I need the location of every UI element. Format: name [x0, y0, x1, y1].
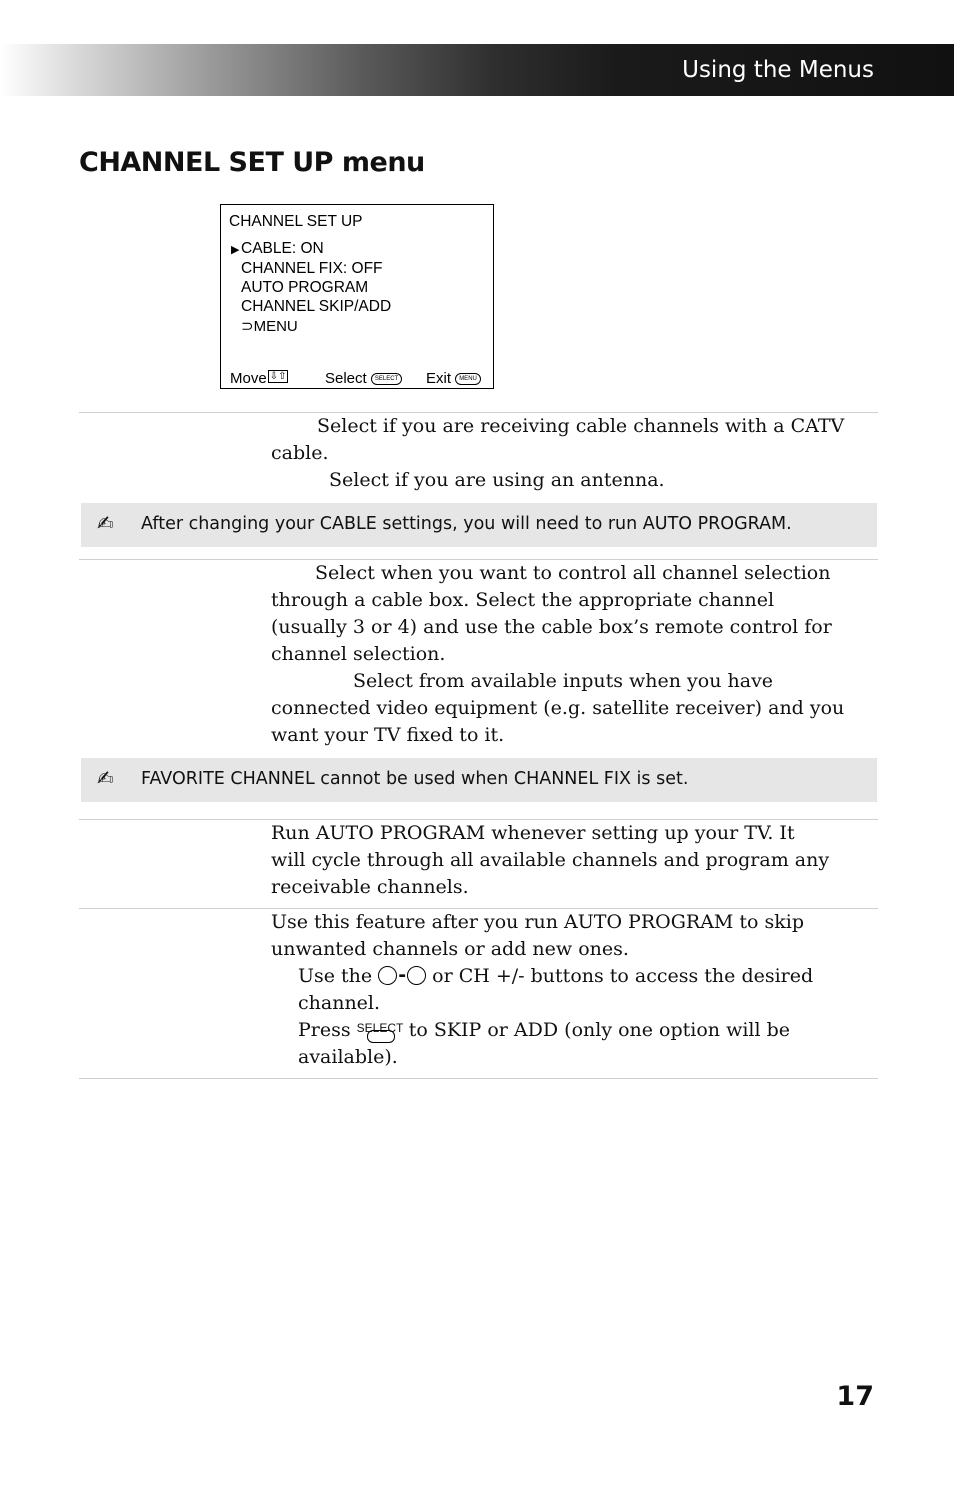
- pencil-note-icon: ✍: [97, 766, 114, 790]
- cable-description: Select if you are receiving cable channels with a CATV cable. Select if you are using an antenna.: [271, 415, 845, 491]
- osd-footer-move: Move ⇩⇧: [230, 370, 287, 387]
- note-text: After changing your CABLE settings, you will need to run AUTO PROGRAM.: [141, 514, 792, 534]
- osd-item-cable: CABLE: ON: [241, 240, 324, 257]
- header-title: Using the Menus: [682, 57, 874, 83]
- select-button-icon: SELECT: [371, 373, 402, 385]
- note-cable: [81, 503, 877, 547]
- menu-button-icon: MENU: [455, 373, 481, 385]
- section-title: CHANNEL SET UP menu: [79, 147, 425, 178]
- skip-add-description: Use this feature after you run AUTO PROGRAM to skip unwanted channels or add new ones. Use the - or CH +/- buttons to access the desired channel. Press SELECT to SKIP or ADD (only one option will be available).: [271, 911, 814, 1068]
- note-text: FAVORITE CHANNEL cannot be used when CHANNEL FIX is set.: [141, 769, 689, 789]
- header-bar: [0, 44, 954, 96]
- pointer-icon: ▶: [231, 244, 240, 256]
- number-buttons-icon: -: [378, 965, 426, 987]
- osd-menu-illustration: [220, 204, 494, 389]
- up-down-arrows-icon: ⇩⇧: [269, 371, 287, 382]
- osd-item-auto-program: AUTO PROGRAM: [241, 279, 369, 296]
- osd-title: CHANNEL SET UP: [229, 213, 363, 230]
- pencil-note-icon: ✍: [97, 511, 114, 535]
- osd-footer-exit: Exit MENU: [426, 370, 481, 387]
- return-icon: ⊃: [241, 318, 254, 335]
- page-number: 17: [836, 1381, 874, 1412]
- auto-program-description: Run AUTO PROGRAM whenever setting up your TV. It will cycle through all available channels and program any receivable channels.: [271, 822, 830, 898]
- osd-item-channel-fix: CHANNEL FIX: OFF: [241, 260, 383, 277]
- select-button-icon: SELECT: [357, 1017, 403, 1043]
- divider: [79, 1078, 878, 1079]
- osd-item-channel-skip-add: CHANNEL SKIP/ADD: [241, 298, 392, 315]
- channel-fix-description: Select when you want to control all channel selection through a cable box. Select the appropriate channel (usually 3 or 4) and use the cable box’s remote control for channel selection. Select from available inputs when you have connected video equipment (e.g. satellite receiver) and you want your TV fixed to it.: [271, 562, 845, 746]
- osd-item-menu: ⊃MENU: [241, 318, 298, 335]
- osd-footer-select: Select SELECT: [325, 370, 402, 387]
- note-channel-fix: [81, 758, 877, 802]
